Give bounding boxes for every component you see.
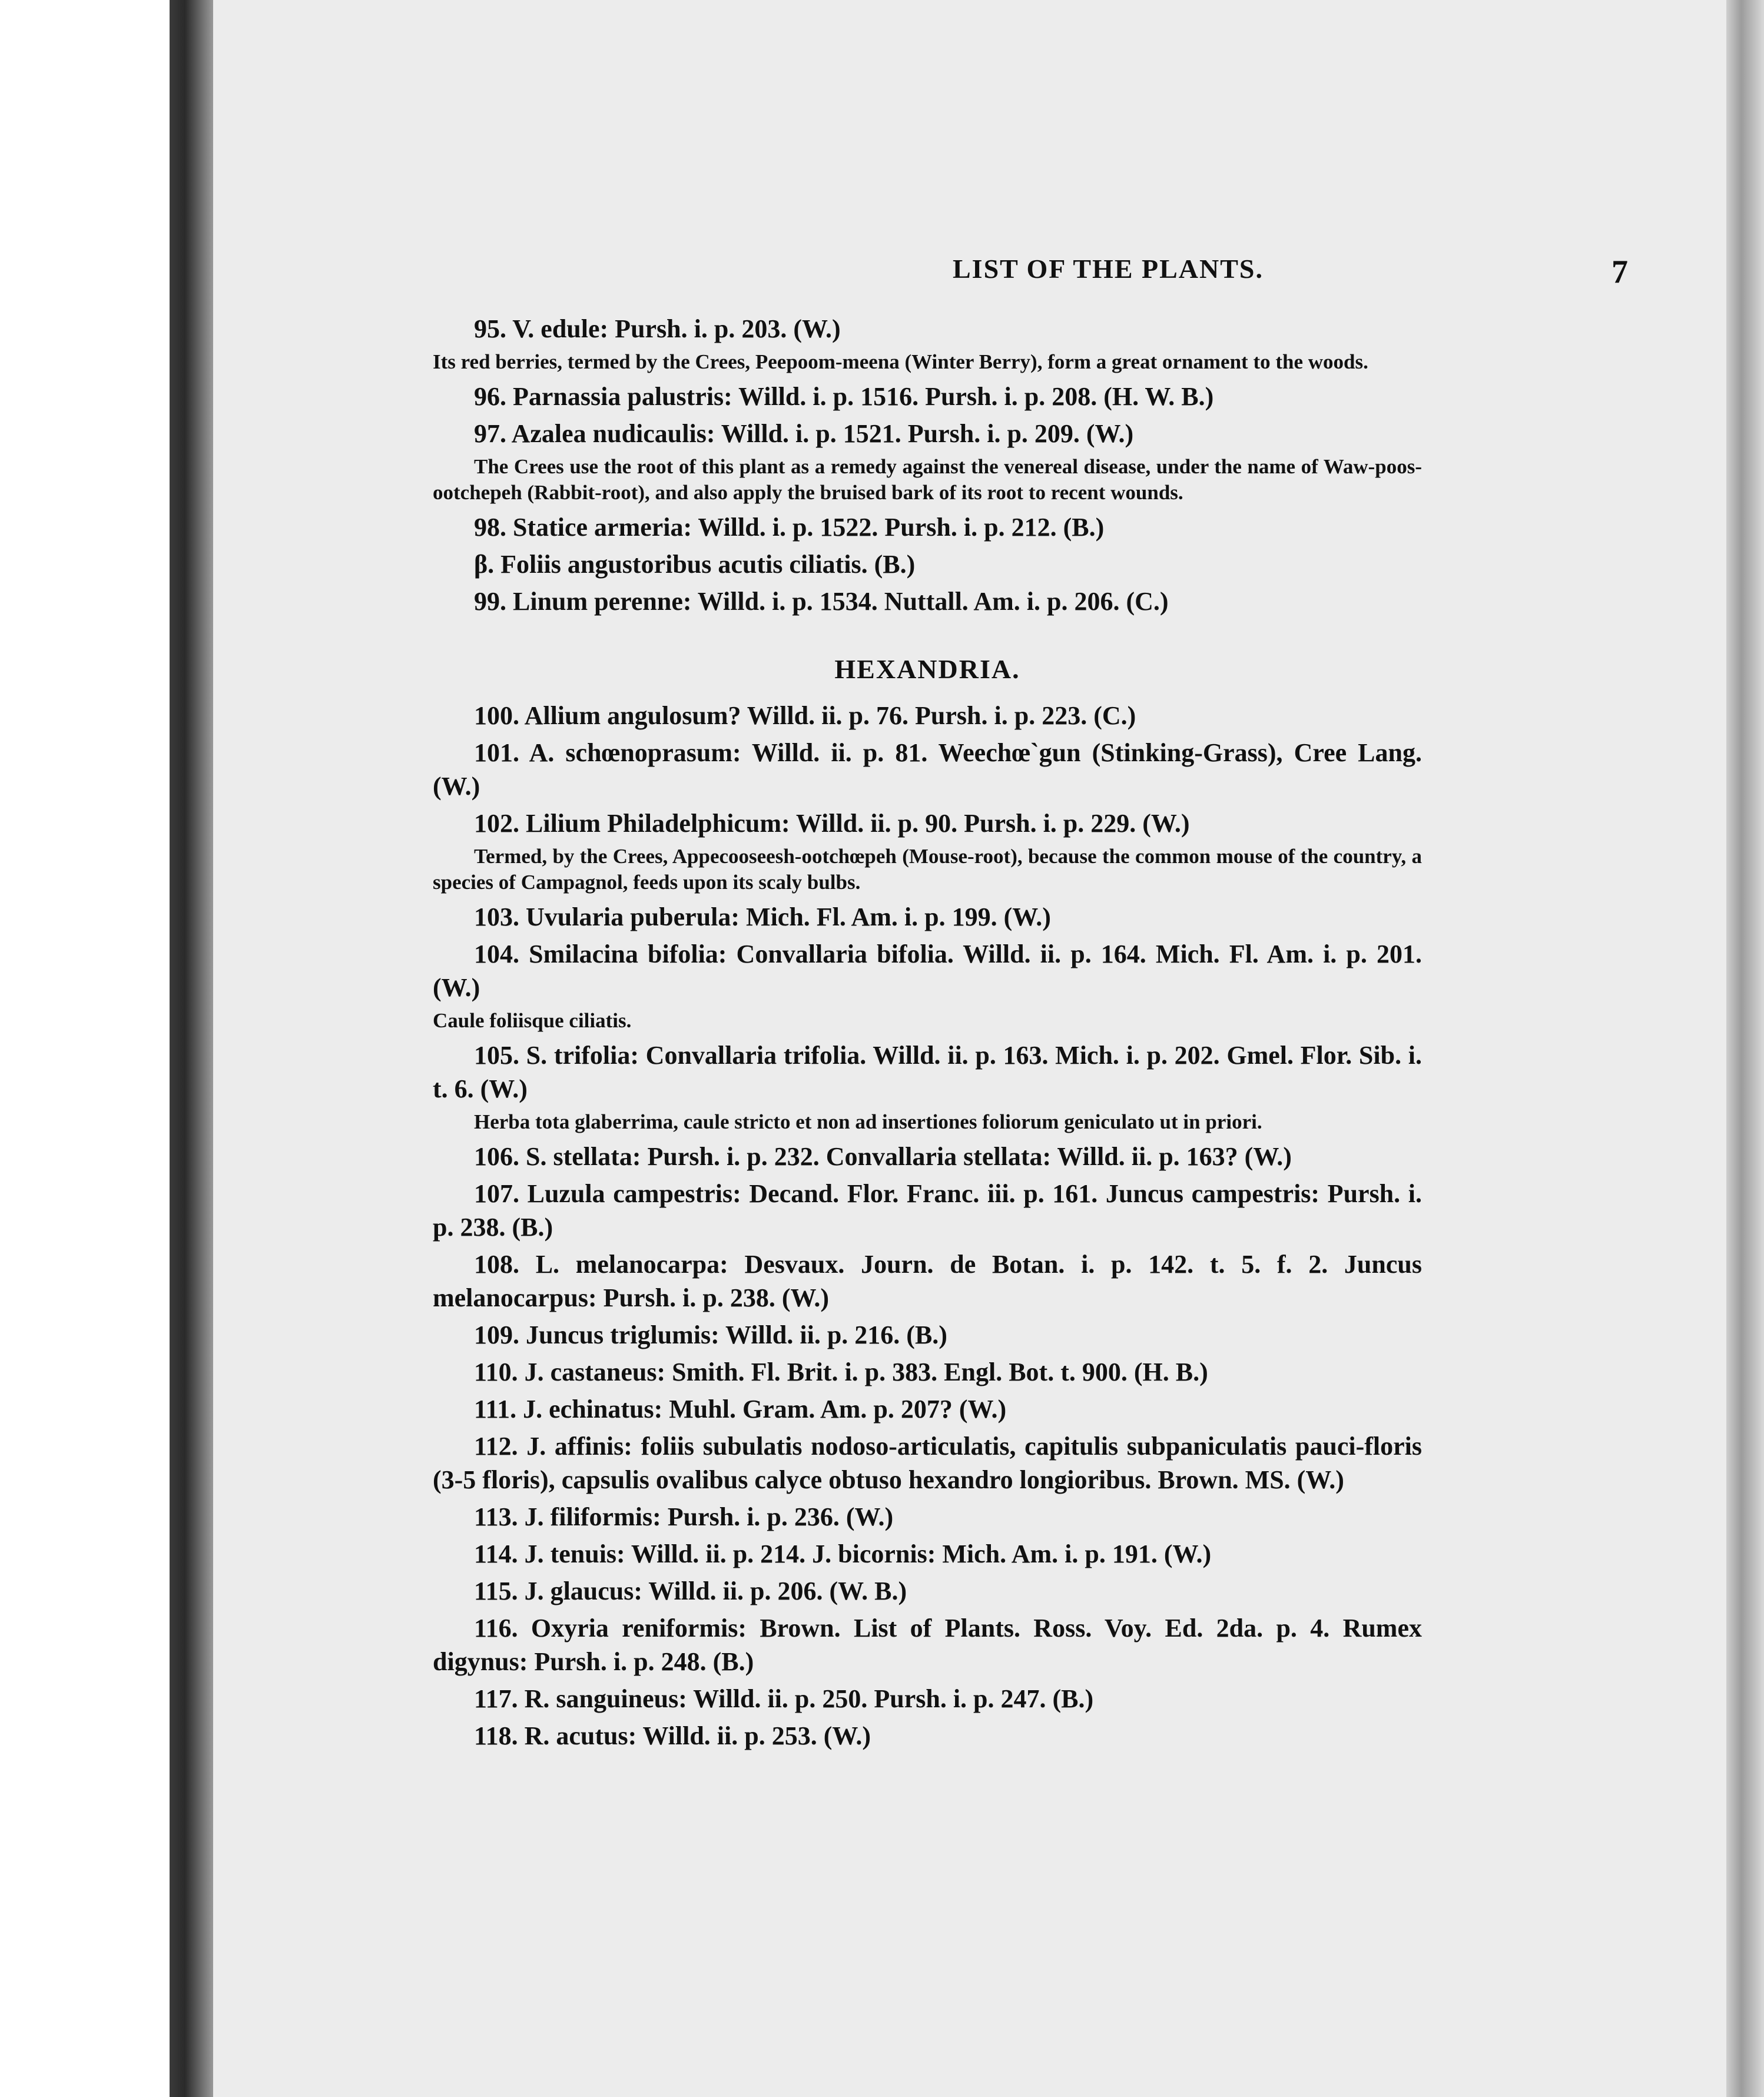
note-105: Herba tota glaberrima, caule stricto et non ad insertiones foliorum geniculato ut in priori. bbox=[474, 1110, 1262, 1133]
entry-95: 95. V. edule: Pursh. i. p. 203. (W.) bbox=[474, 314, 841, 343]
entry-118: 118. R. acutus: Willd. ii. p. 253. (W.) bbox=[474, 1721, 871, 1750]
entries-bottom bbox=[433, 699, 1422, 1753]
entry-106: 106. S. stellata: Pursh. i. p. 232. Convallaria stellata: Willd. ii. p. 163? (W.) bbox=[474, 1142, 1292, 1171]
note-97: The Crees use the root of this plant as a remedy against the venereal disease, under the name of Waw-poos-ootchepeh (Rabbit-root), and also apply the bruised bark of its root to recent wounds. bbox=[433, 455, 1422, 504]
entry-107: 107. Luzula campestris: Decand. Flor. Franc. iii. p. 161. Juncus campestris: Pursh. i. p. 238. (B.) bbox=[433, 1179, 1422, 1242]
entry-104: 104. Smilacina bifolia: Convallaria bifolia. Willd. ii. p. 164. Mich. Fl. Am. i. p. 201. (W.) bbox=[433, 940, 1422, 1002]
note-104: Caule foliisque ciliatis. bbox=[433, 1009, 632, 1032]
page-number: 7 bbox=[1612, 254, 1628, 290]
entry-103: 103. Uvularia puberula: Mich. Fl. Am. i. p. 199. (W.) bbox=[474, 902, 1051, 931]
entry-117: 117. R. sanguineus: Willd. ii. p. 250. Pursh. i. p. 247. (B.) bbox=[474, 1684, 1094, 1713]
entry-96: 96. Parnassia palustris: Willd. i. p. 1516. Pursh. i. p. 208. (H. W. B.) bbox=[474, 382, 1214, 411]
entry-98-beta: β. Foliis angustoribus acutis ciliatis. (B.) bbox=[474, 550, 916, 579]
entry-116: 116. Oxyria reniformis: Brown. List of Plants. Ross. Voy. Ed. 2da. p. 4. Rumex digynus: Pursh. i. p. 248. (B.) bbox=[433, 1614, 1422, 1676]
entry-102: 102. Lilium Philadelphicum: Willd. ii. p. 90. Pursh. i. p. 229. (W.) bbox=[474, 809, 1190, 838]
entry-111: 111. J. echinatus: Muhl. Gram. Am. p. 207? (W.) bbox=[474, 1395, 1007, 1424]
entry-115: 115. J. glaucus: Willd. ii. p. 206. (W. B.) bbox=[474, 1577, 907, 1605]
entry-112: 112. J. affinis: foliis subulatis nodoso-articulatis, capitulis subpaniculatis pauci-floris (3-5 floris), capsulis ovalibus calyce obtuso hexandro longioribus. Brown. MS. (W.) bbox=[433, 1432, 1422, 1494]
entry-114: 114. J. tenuis: Willd. ii. p. 214. J. bicornis: Mich. Am. i. p. 191. (W.) bbox=[474, 1539, 1212, 1568]
entry-98: 98. Statice armeria: Willd. i. p. 1522. Pursh. i. p. 212. (B.) bbox=[474, 513, 1105, 542]
note-95: Its red berries, termed by the Crees, Peepoom-meena (Winter Berry), form a great ornament to the woods. bbox=[433, 350, 1368, 373]
running-title: LIST OF THE PLANTS. bbox=[953, 254, 1264, 284]
page-header bbox=[213, 253, 1726, 300]
entries-top bbox=[433, 312, 1422, 618]
entry-105: 105. S. trifolia: Convallaria trifolia. Willd. ii. p. 163. Mich. i. p. 202. Gmel. Flor. Sib. i. t. 6. (W.) bbox=[433, 1041, 1422, 1103]
section-heading: HEXANDRIA. bbox=[834, 654, 1020, 684]
entry-109: 109. Juncus triglumis: Willd. ii. p. 216. (B.) bbox=[474, 1320, 947, 1349]
entry-97: 97. Azalea nudicaulis: Willd. i. p. 1521. Pursh. i. p. 209. (W.) bbox=[474, 419, 1134, 448]
page-edge bbox=[1726, 0, 1764, 2097]
note-102: Termed, by the Crees, Appecooseesh-ootchœpeh (Mouse-root), because the common mouse of the country, a species of Campagnol, feeds upon its scaly bulbs. bbox=[433, 845, 1422, 894]
plant-list bbox=[433, 312, 1422, 1756]
entry-110: 110. J. castaneus: Smith. Fl. Brit. i. p. 383. Engl. Bot. t. 900. (H. B.) bbox=[474, 1358, 1208, 1386]
entry-99: 99. Linum perenne: Willd. i. p. 1534. Nuttall. Am. i. p. 206. (C.) bbox=[474, 587, 1169, 616]
entry-101: 101. A. schœnoprasum: Willd. ii. p. 81. Weechœ`gun (Stinking-Grass), Cree Lang. (W.) bbox=[433, 738, 1422, 801]
book-spine-shadow bbox=[170, 0, 213, 2097]
entry-113: 113. J. filiformis: Pursh. i. p. 236. (W.) bbox=[474, 1502, 894, 1531]
entry-108: 108. L. melanocarpa: Desvaux. Journ. de Botan. i. p. 142. t. 5. f. 2. Juncus melanocarpus: Pursh. i. p. 238. (W.) bbox=[433, 1250, 1422, 1312]
entry-100: 100. Allium angulosum? Willd. ii. p. 76. Pursh. i. p. 223. (C.) bbox=[474, 701, 1136, 730]
